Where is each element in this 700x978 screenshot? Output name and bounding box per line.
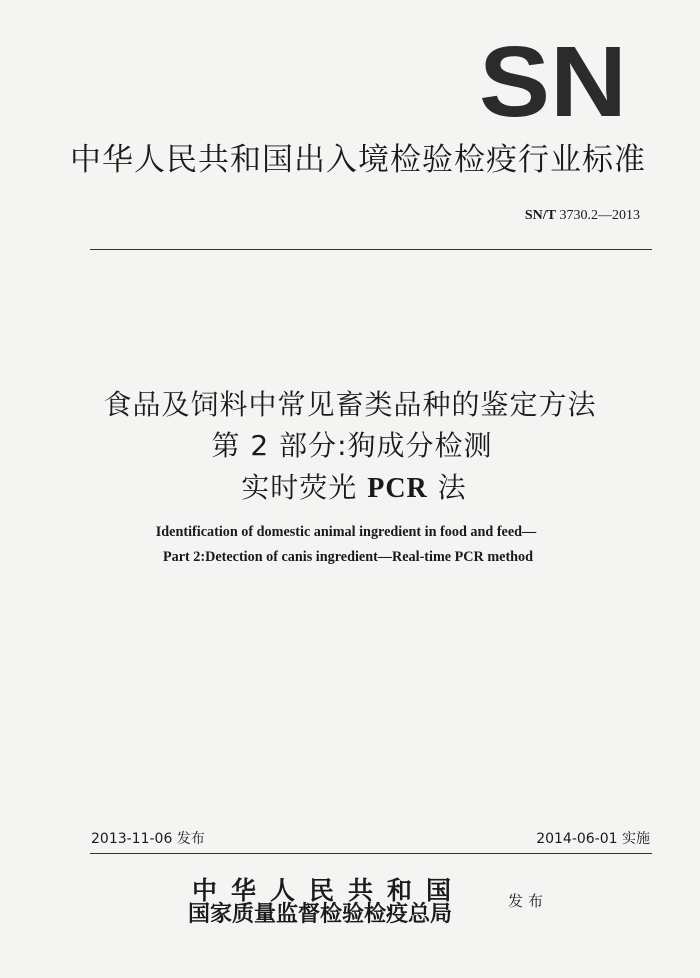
title-en-line-2: Part 2:Detection of canis ingredient—Real-time PCR method [162,549,534,565]
issuer-line-1: 中华人民共和国 [192,876,466,905]
agency-title: 中华人民共和国出入境检验检疫行业标准 [70,142,646,178]
title-zh-line-3 [4,466,700,506]
implementation-date: 2014-06-01 实施 [536,831,650,847]
sn-logo [478,44,628,120]
bottom-divider [90,853,652,854]
issue-date: 2013-11-06 发布 [91,831,205,847]
title-zh-line-2: 第 2 部分:狗成分检测 [211,429,493,462]
standard-number [525,208,640,224]
top-divider [90,249,652,250]
title-zh-line-1: 食品及饲料中常见畜类品种的鉴定方法 [103,388,597,421]
title-en-line-1: Identification of domestic animal ingredient in food and feed— [155,524,537,540]
sn-logo-graphic [478,44,628,120]
sn-logo-text: SN [479,44,627,120]
standard-number-prefix: SN/T [524,208,556,223]
title-zh-line-3-post: 法 [437,471,467,504]
title-zh-line-3-pcr: PCR [367,473,428,504]
issuer-line-2: 国家质量监督检验检疫总局 [188,901,453,927]
title-zh-line-3-pre: 实时荧光 [241,471,358,504]
standard-number-value: 3730.2—2013 [559,208,640,223]
issue-action: 发布 [508,892,549,910]
